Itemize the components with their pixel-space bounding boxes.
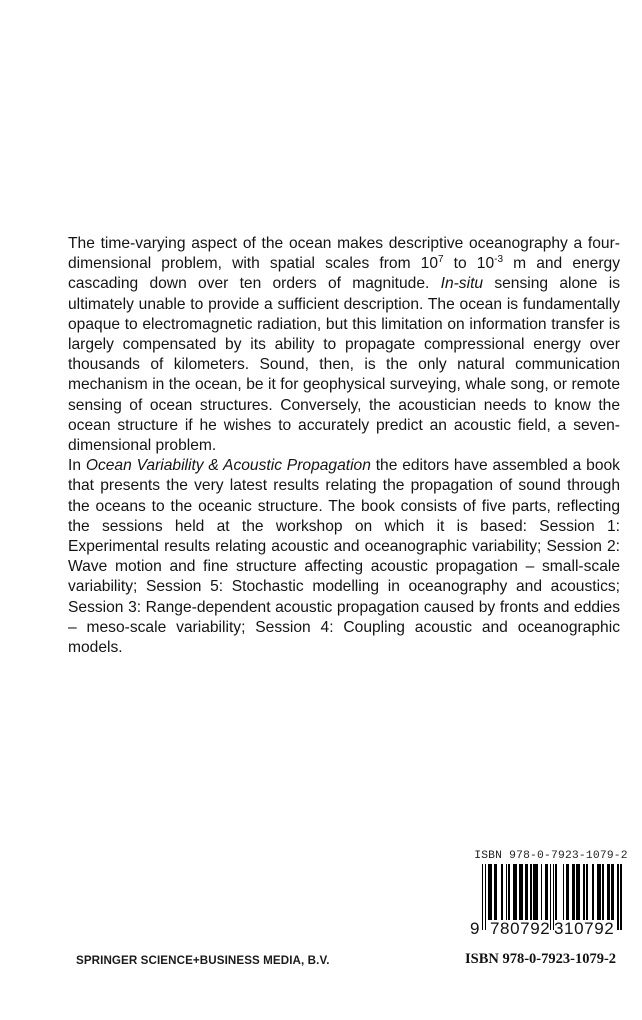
barcode-bar — [508, 864, 509, 920]
barcode-bar — [583, 864, 584, 920]
barcode-bar — [567, 864, 568, 920]
barcode-bar — [617, 864, 618, 930]
barcode-bar — [495, 864, 496, 920]
barcode-bar — [516, 864, 517, 920]
barcode-bar — [485, 864, 486, 930]
blurb-paragraph-2: In Ocean Variability & Acoustic Propagation the editors have assembled a book that presents the very latest results relating the propagation of sound through the oceans to the oceanic structure. The book consists of five parts, reflecting the sessions held at the workshop on which it is based: Session 1: Experimental results relating acoustic and oceanographic variability; Session 2: Wave motion and fine structure affecting acoustic propagation – small-scale variability; Session 5: Stochastic modelling in oceanography and acoustics; Session 3: Range-dependent acoustic propagation caused by fronts and eddies – meso-scale variability; Session 4: Coupling acoustic and oceanographic models. — [68, 457, 620, 657]
barcode-bar — [579, 864, 580, 920]
blurb-paragraph-1: The time-varying aspect of the ocean makes descriptive oceanography a four-dimensional problem, with spatial scales from $10^7$ to $10^{-3}$ m and energy cascading down over ten orders of magnitude. In-situ sensing alone is ultimately unable to provide a sufficient description. The ocean is fundamentally opaque to electromagnetic radiation, but this limitation on information transfer is largely compensated by its ability to propagate compressional energy over thousands of kilometers. Sound, then, is the only natural communication mechanism in the ocean, be it for geophysical surveying, whale song, or remote sensing of ocean structures. Conversely, the acoustician needs to know the ocean structure if he wishes to accurately predict an acoustic field, a seven-dimensional problem. — [68, 235, 621, 455]
barcode-bar — [602, 864, 603, 920]
barcode-bar — [506, 864, 507, 920]
publisher-name: SPRINGER SCIENCE+BUSINESS MEDIA, B.V. — [76, 954, 330, 967]
barcode-bar — [541, 864, 542, 920]
book-title: Ocean Variability & Acoustic Propagation — [85, 457, 371, 475]
barcode-bar — [586, 864, 587, 920]
barcode-bar — [547, 864, 548, 920]
barcode-isbn-label: ISBN 978-0-7923-1079-2 — [474, 850, 628, 862]
barcode-bar — [491, 864, 492, 920]
barcode-bar — [613, 864, 614, 920]
barcode-bar — [608, 864, 609, 920]
barcode-bar — [600, 864, 601, 920]
barcode-bar — [501, 864, 502, 920]
barcode-bar — [620, 864, 621, 930]
barcode-bar — [522, 864, 523, 920]
barcode-bar — [536, 864, 537, 920]
barcode-bar — [573, 864, 574, 920]
barcode-bar — [592, 864, 593, 920]
barcode-bar — [530, 864, 531, 920]
barcode-bar — [482, 864, 483, 930]
back-cover-blurb — [68, 234, 620, 658]
barcode-bar — [563, 864, 564, 920]
isbn-barcode: ISBN 978-0-7923-1079-2 9 780792 310792 — [468, 850, 634, 946]
isbn-text: ISBN 978-0-7923-1079-2 — [465, 951, 617, 967]
barcode-bar — [526, 864, 527, 920]
barcode-bar — [555, 864, 556, 920]
barcode-bars — [482, 864, 622, 924]
